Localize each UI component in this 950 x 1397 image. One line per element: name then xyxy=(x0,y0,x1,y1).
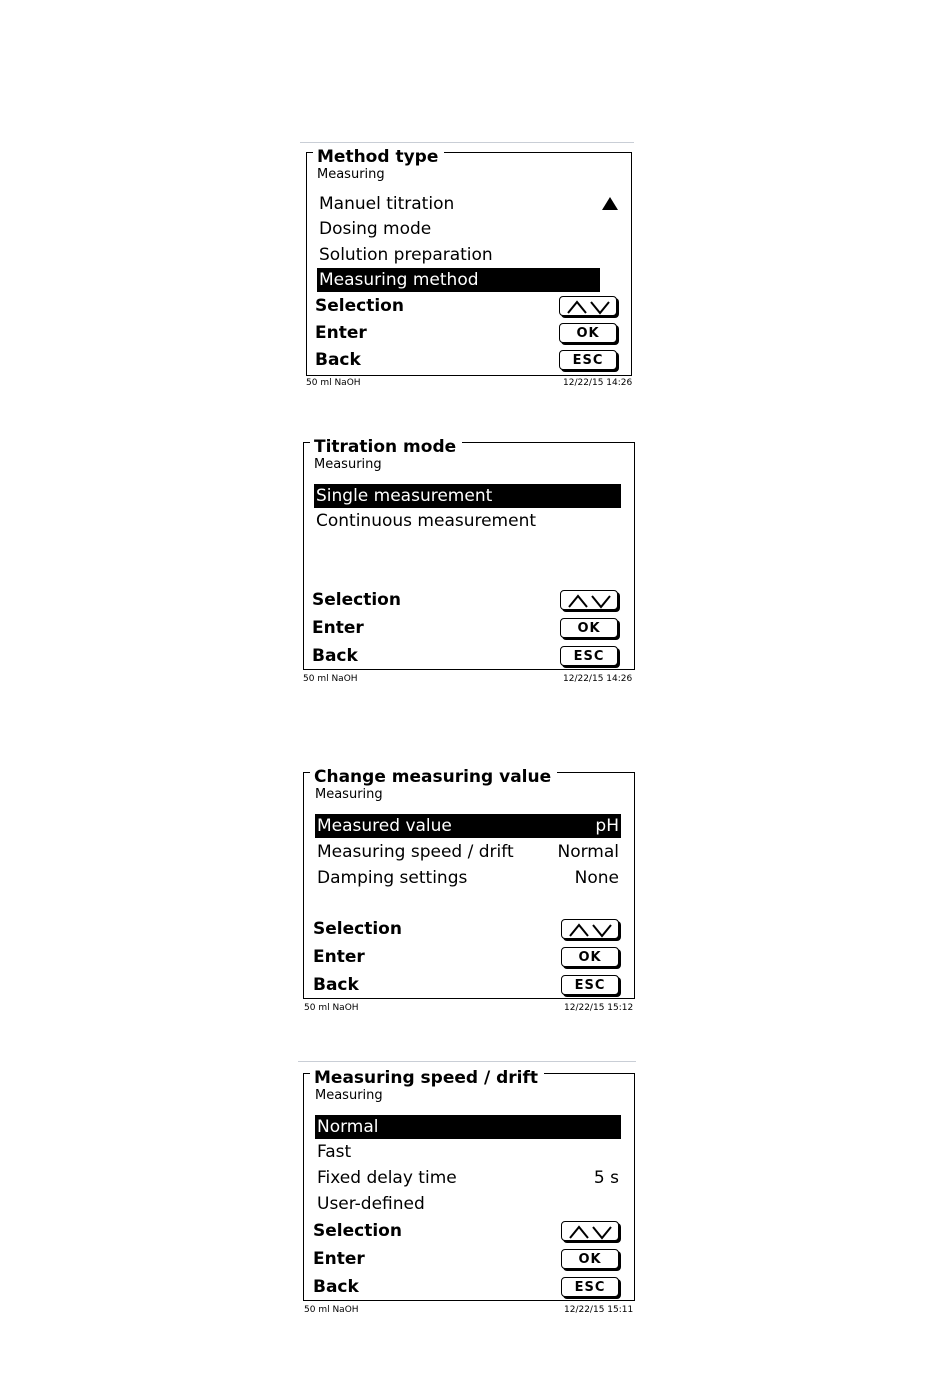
screen-subtitle: Measuring xyxy=(314,457,382,472)
menu-item-dosing-mode[interactable] xyxy=(317,217,600,241)
esc-key[interactable]: ESC xyxy=(560,646,618,666)
menu-item-label: Continuous measurement xyxy=(316,511,537,531)
menu-item-label: Dosing mode xyxy=(319,219,432,239)
menu-item-value: None xyxy=(574,868,619,888)
action-label-enter: Enter xyxy=(313,947,365,967)
menu-item-label: Measuring method xyxy=(319,270,479,290)
screen-title: Measuring speed / drift xyxy=(310,1068,544,1088)
action-label-selection: Selection xyxy=(315,296,404,316)
ok-key[interactable]: OK xyxy=(561,1249,619,1269)
action-label-selection: Selection xyxy=(313,1221,402,1241)
menu-item-normal[interactable] xyxy=(315,1115,621,1139)
menu-item-damping-settings[interactable] xyxy=(315,866,621,890)
menu-item-label: Measured value xyxy=(317,816,452,836)
divider xyxy=(298,1061,636,1062)
action-label-enter: Enter xyxy=(313,1249,365,1269)
screen-title: Titration mode xyxy=(310,437,462,457)
up-down-arrows-icon xyxy=(568,922,614,938)
up-down-arrows-icon xyxy=(568,1224,614,1240)
menu-item-fixed-delay-time[interactable] xyxy=(315,1166,621,1190)
menu-item-label: Manuel titration xyxy=(319,194,455,214)
screen-subtitle: Measuring xyxy=(315,787,383,802)
menu-item-measuring-method[interactable] xyxy=(317,268,600,292)
footer-timestamp: 12/22/15 14:26 xyxy=(563,378,633,388)
menu-item-label: User-defined xyxy=(317,1194,425,1214)
scroll-up-triangle-icon xyxy=(602,197,618,210)
menu-item-user-defined[interactable] xyxy=(315,1192,621,1216)
ok-key[interactable]: OK xyxy=(560,618,618,638)
menu-item-continuous-measurement[interactable] xyxy=(314,509,621,533)
menu-item-label: Normal xyxy=(317,1117,379,1137)
esc-key[interactable]: ESC xyxy=(561,975,619,995)
up-down-arrows-key[interactable] xyxy=(559,296,617,316)
screen-subtitle: Measuring xyxy=(317,167,385,182)
menu-item-value: 5 s xyxy=(593,1168,619,1188)
ok-key[interactable]: OK xyxy=(561,947,619,967)
up-down-arrows-key[interactable] xyxy=(561,919,619,939)
action-label-back: Back xyxy=(313,1277,359,1297)
action-label-selection: Selection xyxy=(313,919,402,939)
menu-item-label: Single measurement xyxy=(316,486,493,506)
screen-title: Change measuring value xyxy=(310,767,557,787)
esc-key[interactable]: ESC xyxy=(559,350,617,370)
footer-timestamp: 12/22/15 15:11 xyxy=(564,1305,634,1315)
menu-item-label: Damping settings xyxy=(317,868,468,888)
menu-item-label: Measuring speed / drift xyxy=(317,842,514,862)
up-down-arrows-key[interactable] xyxy=(561,1221,619,1241)
action-label-enter: Enter xyxy=(312,618,364,638)
menu-item-measured-value[interactable] xyxy=(315,814,621,838)
divider xyxy=(300,142,634,143)
menu-item-measuring-speed-drift[interactable] xyxy=(315,840,621,864)
menu-item-value: Normal xyxy=(557,842,619,862)
footer-reagent: 50 ml NaOH xyxy=(304,1003,359,1013)
up-down-arrows-icon xyxy=(566,299,612,315)
menu-item-label: Fixed delay time xyxy=(317,1168,457,1188)
action-label-enter: Enter xyxy=(315,323,367,343)
menu-item-value: pH xyxy=(595,816,619,836)
screen-title: Method type xyxy=(313,147,444,167)
action-label-selection: Selection xyxy=(312,590,401,610)
ok-key[interactable]: OK xyxy=(559,323,617,343)
action-label-back: Back xyxy=(313,975,359,995)
action-label-back: Back xyxy=(312,646,358,666)
esc-key[interactable]: ESC xyxy=(561,1277,619,1297)
footer-reagent: 50 ml NaOH xyxy=(304,1305,359,1315)
action-label-back: Back xyxy=(315,350,361,370)
footer-timestamp: 12/22/15 14:26 xyxy=(563,674,633,684)
up-down-arrows-key[interactable] xyxy=(560,590,618,610)
menu-item-single-measurement[interactable] xyxy=(314,484,621,508)
footer-timestamp: 12/22/15 15:12 xyxy=(564,1003,634,1013)
footer-reagent: 50 ml NaOH xyxy=(306,378,361,388)
menu-item-solution-preparation[interactable] xyxy=(317,243,600,267)
up-down-arrows-icon xyxy=(567,593,613,609)
menu-item-manuel-titration[interactable] xyxy=(317,192,600,216)
screen-subtitle: Measuring xyxy=(315,1088,383,1103)
footer-reagent: 50 ml NaOH xyxy=(303,674,358,684)
menu-item-label: Fast xyxy=(317,1142,352,1162)
menu-item-fast[interactable] xyxy=(315,1140,621,1164)
menu-item-label: Solution preparation xyxy=(319,245,493,265)
